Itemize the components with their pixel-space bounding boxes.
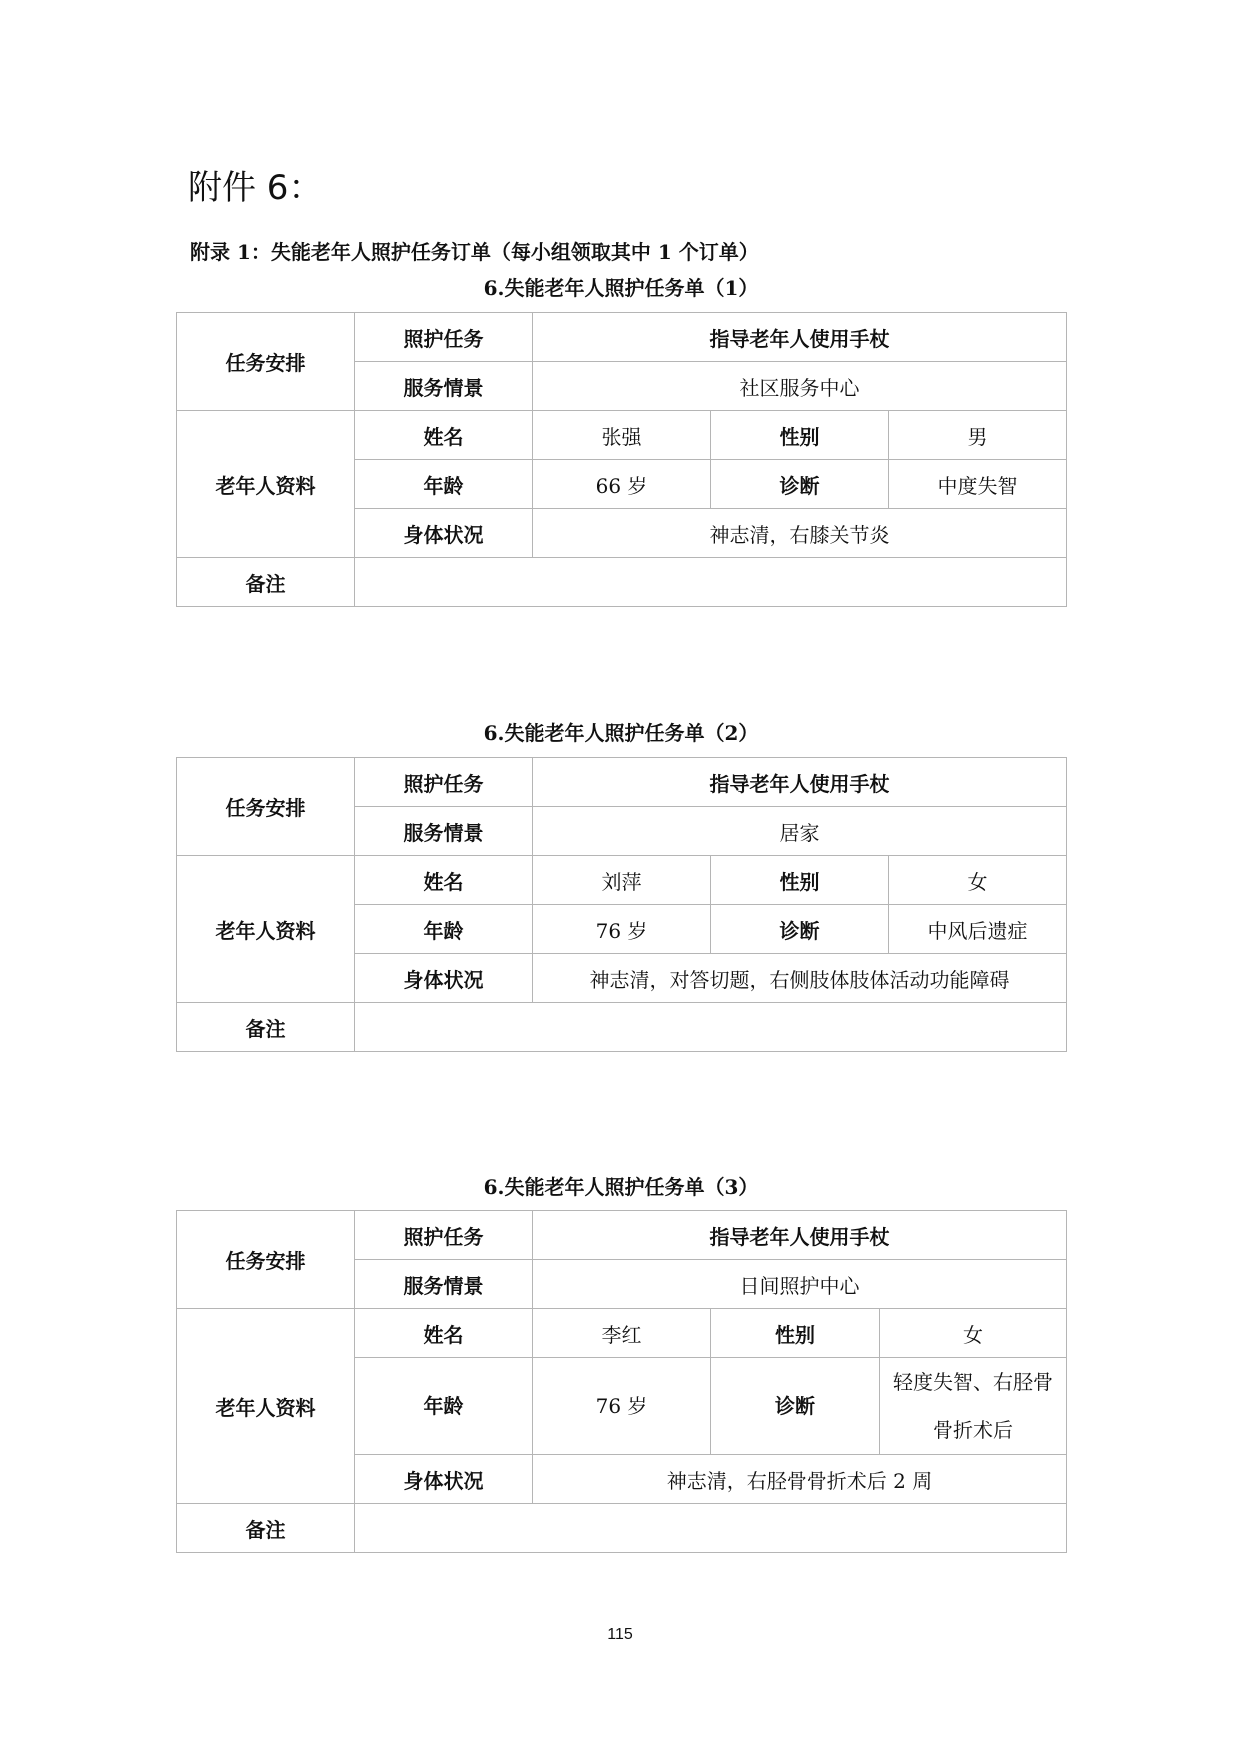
- remarks-value: [355, 558, 1067, 607]
- physical-condition-value: 神志清，右膝关节炎: [533, 509, 1067, 558]
- elder-info-label: 老年人资料: [177, 1309, 355, 1504]
- page-number: 115: [607, 1626, 633, 1643]
- physical-condition-value: 神志清，右胫骨骨折术后 2 周: [533, 1455, 1067, 1504]
- gender-label: 性别: [711, 1309, 880, 1358]
- page-heading: 附件 6：: [188, 168, 323, 208]
- service-scenario-label: 服务情景: [355, 1260, 533, 1309]
- age-value: 76 岁: [533, 1358, 711, 1455]
- gender-label: 性别: [711, 856, 889, 905]
- elder-info-label: 老年人资料: [177, 411, 355, 558]
- service-scenario-label: 服务情景: [355, 362, 533, 411]
- name-label: 姓名: [355, 1309, 533, 1358]
- task-title-2: 6.失能老年人照护任务单（2）: [483, 721, 759, 745]
- task-arrangement-label: 任务安排: [177, 313, 355, 411]
- care-task-label: 照护任务: [355, 313, 533, 362]
- remarks-value: [355, 1003, 1067, 1052]
- task-table-1: [176, 312, 1067, 607]
- care-task-value: 指导老年人使用手杖: [533, 758, 1067, 807]
- physical-condition-label: 身体状况: [355, 509, 533, 558]
- name-label: 姓名: [355, 856, 533, 905]
- name-label: 姓名: [355, 411, 533, 460]
- remarks-label: 备注: [177, 558, 355, 607]
- age-label: 年龄: [355, 1358, 533, 1455]
- service-scenario-value: 日间照护中心: [533, 1260, 1067, 1309]
- gender-value: 女: [880, 1309, 1067, 1358]
- care-task-value: 指导老年人使用手杖: [533, 313, 1067, 362]
- task-arrangement-label: 任务安排: [177, 1211, 355, 1309]
- diagnosis-value: 中风后遗症: [889, 905, 1067, 954]
- age-label: 年龄: [355, 460, 533, 509]
- name-value: 张强: [533, 411, 711, 460]
- name-value: 李红: [533, 1309, 711, 1358]
- physical-condition-label: 身体状况: [355, 1455, 533, 1504]
- task-title-3: 6.失能老年人照护任务单（3）: [483, 1175, 759, 1199]
- task-arrangement-label: 任务安排: [177, 758, 355, 856]
- physical-condition-label: 身体状况: [355, 954, 533, 1003]
- care-task-label: 照护任务: [355, 758, 533, 807]
- gender-value: 男: [889, 411, 1067, 460]
- diagnosis-value: 轻度失智、右胫骨骨折术后: [880, 1358, 1067, 1455]
- diagnosis-label: 诊断: [711, 460, 889, 509]
- name-value: 刘萍: [533, 856, 711, 905]
- task-table-2: [176, 757, 1067, 1052]
- remarks-label: 备注: [177, 1504, 355, 1553]
- age-value: 76 岁: [533, 905, 711, 954]
- age-value: 66 岁: [533, 460, 711, 509]
- service-scenario-value: 居家: [533, 807, 1067, 856]
- gender-value: 女: [889, 856, 1067, 905]
- task-table-3: [176, 1210, 1067, 1553]
- physical-condition-value: 神志清，对答切题，右侧肢体肢体活动功能障碍: [533, 954, 1067, 1003]
- care-task-value: 指导老年人使用手杖: [533, 1211, 1067, 1260]
- diagnosis-label: 诊断: [711, 1358, 880, 1455]
- service-scenario-label: 服务情景: [355, 807, 533, 856]
- diagnosis-value: 中度失智: [889, 460, 1067, 509]
- remarks-label: 备注: [177, 1003, 355, 1052]
- service-scenario-value: 社区服务中心: [533, 362, 1067, 411]
- age-label: 年龄: [355, 905, 533, 954]
- gender-label: 性别: [711, 411, 889, 460]
- remarks-value: [355, 1504, 1067, 1553]
- task-title-1: 6.失能老年人照护任务单（1）: [483, 276, 759, 300]
- care-task-label: 照护任务: [355, 1211, 533, 1260]
- appendix-title: 附录 1：失能老年人照护任务订单（每小组领取其中 1 个订单）: [190, 240, 759, 264]
- diagnosis-label: 诊断: [711, 905, 889, 954]
- elder-info-label: 老年人资料: [177, 856, 355, 1003]
